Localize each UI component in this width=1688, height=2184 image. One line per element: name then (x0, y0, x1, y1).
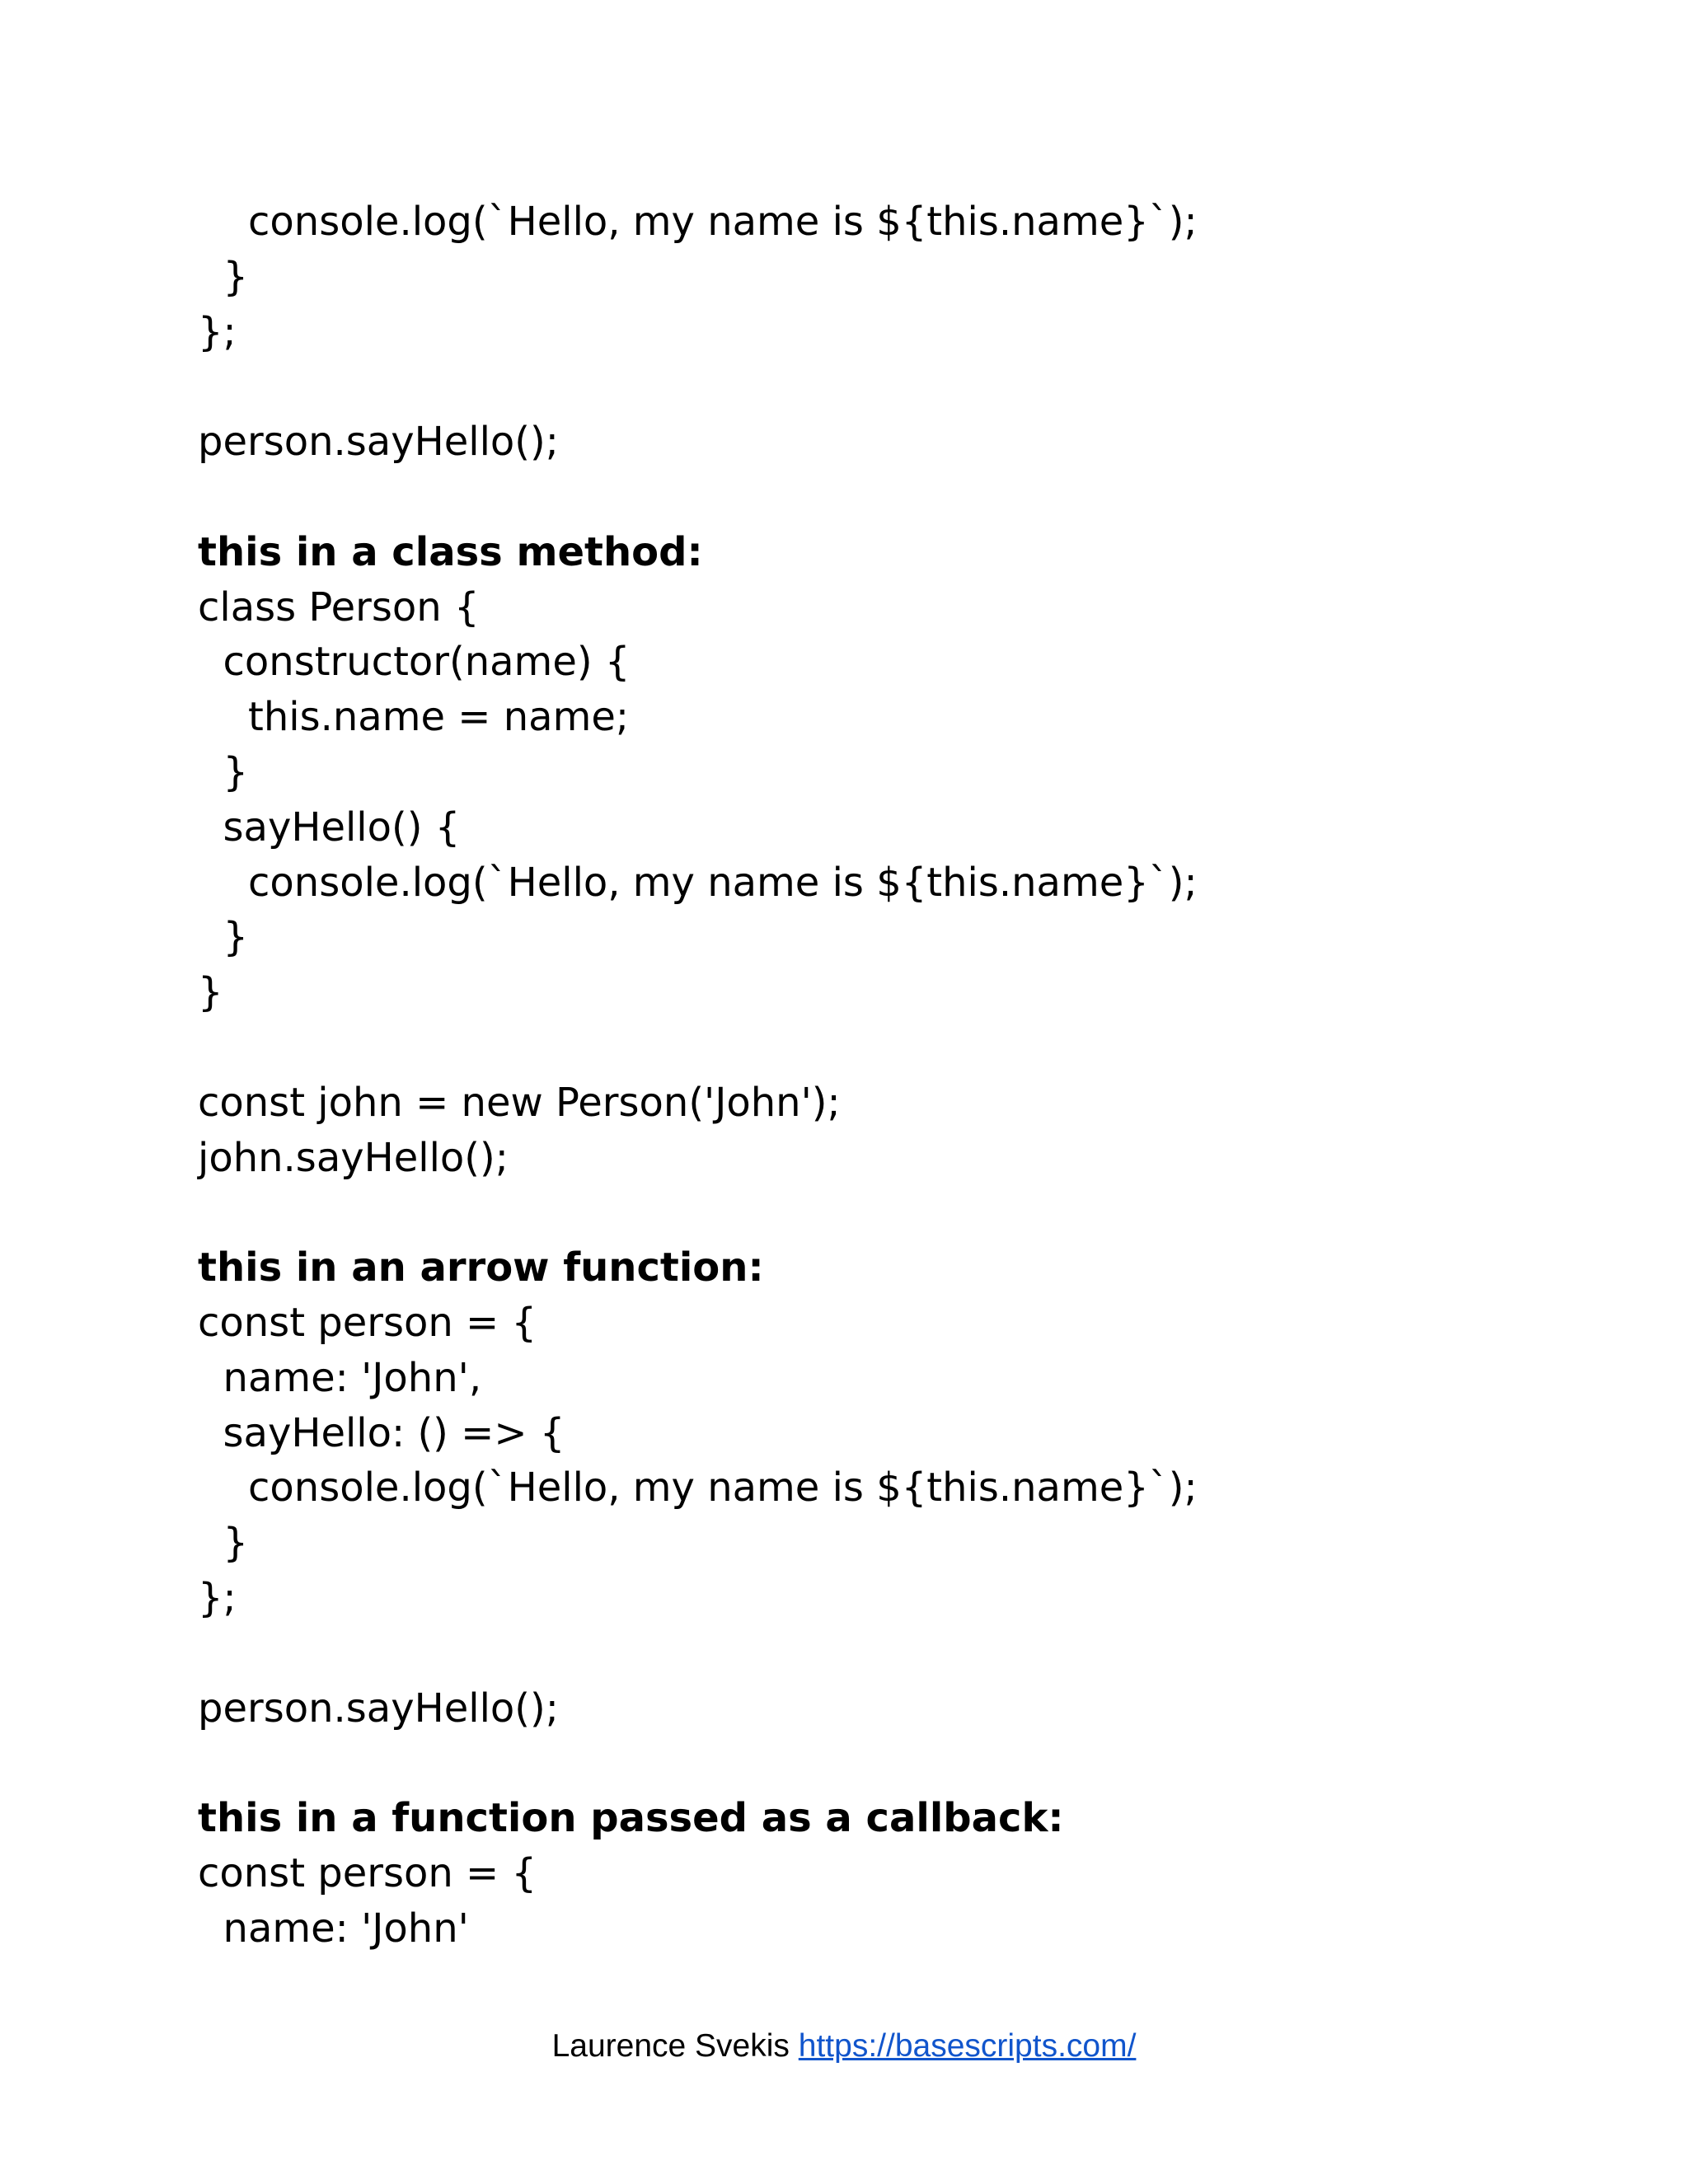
code-line: john.sayHello(); (198, 1134, 509, 1181)
section-heading: this in a class method: (198, 528, 703, 575)
footer-author: Laurence Svekis (551, 2028, 790, 2064)
page-footer (0, 2026, 1688, 2067)
code-line: } (198, 914, 249, 961)
section-heading: this in an arrow function: (198, 1244, 764, 1291)
blank-line (198, 1736, 1599, 1791)
section-heading: this in a function passed as a callback: (198, 1795, 1064, 1842)
code-line: name: 'John', (198, 1354, 482, 1401)
code-line: console.log(`Hello, my name is ${this.name}`); (198, 859, 1198, 906)
code-line: } (198, 253, 249, 300)
code-line: const john = new Person('John'); (198, 1079, 841, 1126)
blank-line (198, 359, 1599, 415)
code-line: console.log(`Hello, my name is ${this.name}`); (198, 1465, 1198, 1511)
code-line: }; (198, 308, 237, 355)
code-line: console.log(`Hello, my name is ${this.name}`); (198, 199, 1198, 245)
code-line: sayHello: () => { (198, 1409, 565, 1456)
code-line: name: 'John' (198, 1905, 469, 1952)
code-line: } (198, 969, 223, 1016)
footer-link[interactable]: https://basescripts.com/ (798, 2028, 1137, 2064)
blank-line (198, 1020, 1599, 1076)
document-body (198, 194, 1599, 1957)
code-line: person.sayHello(); (198, 419, 559, 466)
blank-line (198, 1626, 1599, 1681)
blank-line (198, 1185, 1599, 1240)
code-line: const person = { (198, 1849, 537, 1896)
code-line: class Person { (198, 583, 480, 630)
blank-line (198, 470, 1599, 525)
code-line: sayHello() { (198, 804, 461, 851)
code-line: } (198, 1520, 249, 1567)
code-line: constructor(name) { (198, 639, 631, 686)
code-line: person.sayHello(); (198, 1685, 559, 1732)
code-line: } (198, 748, 249, 795)
code-line: }; (198, 1574, 237, 1621)
code-line: const person = { (198, 1299, 537, 1346)
code-line: this.name = name; (198, 694, 630, 741)
